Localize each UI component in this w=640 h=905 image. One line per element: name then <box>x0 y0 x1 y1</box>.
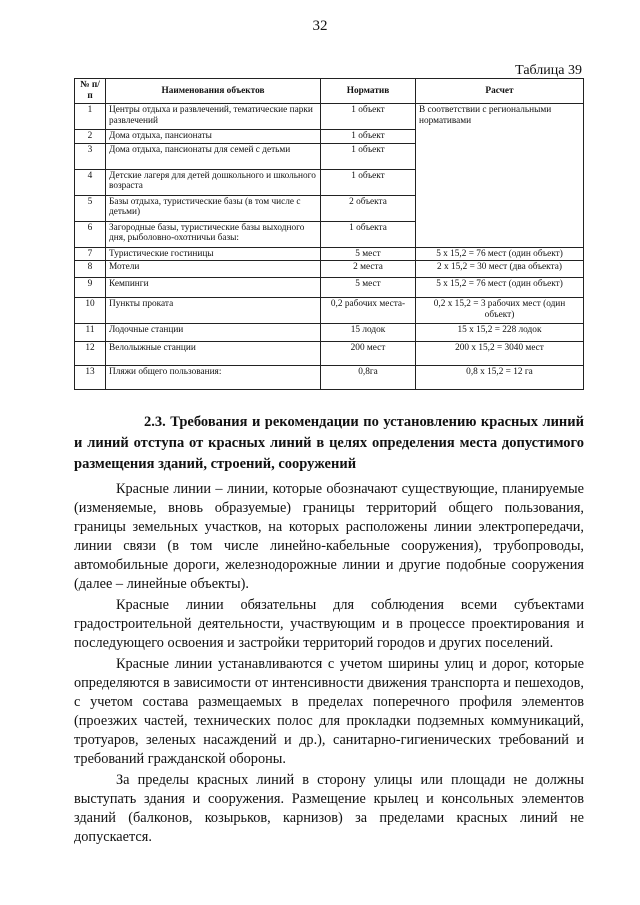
table-row <box>75 247 584 261</box>
section-title <box>74 412 584 475</box>
row-num: 10 <box>75 298 106 324</box>
row-name: Велолыжные станции <box>106 342 321 366</box>
row-num: 6 <box>75 221 106 247</box>
row-name: Центры отдыха и развлечений, тематические парки развлечений <box>106 104 321 130</box>
table-row <box>75 104 584 130</box>
header-calc: Расчет <box>416 79 584 104</box>
row-calc: 200 х 15,2 = 3040 мест <box>416 342 584 366</box>
header-name: Наименования объектов <box>106 79 321 104</box>
norms-table <box>74 78 584 390</box>
row-num: 12 <box>75 342 106 366</box>
row-num: 1 <box>75 104 106 130</box>
section-body <box>74 480 584 849</box>
table-row <box>75 366 584 390</box>
row-num: 7 <box>75 247 106 261</box>
table-row <box>75 342 584 366</box>
row-name: Кемпинги <box>106 278 321 298</box>
row-num: 8 <box>75 261 106 278</box>
row-num: 5 <box>75 195 106 221</box>
paragraph: Красные линии устанавливаются с учетом ширины улиц и дорог, которые определяются в зависимости от интенсивности движения транспорта и пешеходов, с учетом состава размещаемых в пределах поперечного профиля элементов (проезжих частей, технических полос для прокладки подземных коммуникаций, тротуаров, зеленых насаждений и др.), санитарно-гигиенических требований и требований гражданской обороны. <box>74 656 584 767</box>
row-name: Пляжи общего пользования: <box>106 366 321 390</box>
row-num: 2 <box>75 130 106 144</box>
row-name: Загородные базы, туристические базы выходного дня, рыболовно-охотничьи базы: <box>106 221 321 247</box>
row-norm: 15 лодок <box>321 324 416 342</box>
merged-calc-cell: В соответствии с региональными нормативами <box>416 104 584 248</box>
table-row <box>75 278 584 298</box>
row-num: 3 <box>75 143 106 169</box>
row-norm: 0,2 рабочих места- <box>321 298 416 324</box>
table-header-row <box>75 79 584 104</box>
row-norm: 1 объект <box>321 143 416 169</box>
row-norm: 1 объекта <box>321 221 416 247</box>
row-calc: 15 х 15,2 = 228 лодок <box>416 324 584 342</box>
row-norm: 200 мест <box>321 342 416 366</box>
table-row <box>75 324 584 342</box>
row-calc: 5 х 15,2 = 76 мест (один объект) <box>416 278 584 298</box>
row-norm: 1 объект <box>321 104 416 130</box>
row-calc: 0,8 х 15,2 = 12 га <box>416 366 584 390</box>
row-norm: 0,8га <box>321 366 416 390</box>
row-name: Базы отдыха, туристические базы (в том числе с детьми) <box>106 195 321 221</box>
row-name: Дома отдыха, пансионаты <box>106 130 321 144</box>
row-name: Дома отдыха, пансионаты для семей с детьми <box>106 143 321 169</box>
row-calc: 2 х 15,2 = 30 мест (два объекта) <box>416 261 584 278</box>
row-calc: 5 х 15,2 = 76 мест (один объект) <box>416 247 584 261</box>
row-name: Пункты проката <box>106 298 321 324</box>
header-num: № п/п <box>75 79 106 104</box>
row-norm: 1 объект <box>321 130 416 144</box>
paragraph: За пределы красных линий в сторону улицы или площади не должны выступать здания и сооружения. Размещение крылец и консольных элементов зданий (балконов, козырьков, карнизов) за пределами красных линий не допускается. <box>74 772 584 845</box>
paragraph: Красные линии обязательны для соблюдения всеми субъектами градостроительной деятельности, участвующим и в процессе проектирования и последующего освоения и застройки территорий городов и других поселений. <box>74 597 584 651</box>
row-num: 13 <box>75 366 106 390</box>
row-norm: 2 объекта <box>321 195 416 221</box>
table-row <box>75 261 584 278</box>
row-num: 9 <box>75 278 106 298</box>
row-norm: 5 мест <box>321 278 416 298</box>
table-row <box>75 298 584 324</box>
section-title-text: 2.3. Требования и рекомендации по установлению красных линий и линий отступа от красных линий в целях определения места допустимого размещения зданий, строений, сооружений <box>74 414 584 472</box>
row-norm: 5 мест <box>321 247 416 261</box>
header-norm: Норматив <box>321 79 416 104</box>
row-name: Мотели <box>106 261 321 278</box>
page-number: 32 <box>312 18 328 34</box>
row-norm: 1 объект <box>321 169 416 195</box>
row-calc: 0,2 х 15,2 = 3 рабочих мест (один объект) <box>416 298 584 324</box>
row-name: Детские лагеря для детей дошкольного и школьного возраста <box>106 169 321 195</box>
row-name: Лодочные станции <box>106 324 321 342</box>
table-title: Таблица 39 <box>515 63 582 78</box>
row-norm: 2 места <box>321 261 416 278</box>
paragraph: Красные линии – линии, которые обозначают существующие, планируемые (изменяемые, вновь образуемые) границы территорий общего пользования, границы земельных участков, на которых расположены линии электропередачи, линии связи (в том числе линейно-кабельные сооружения), трубопроводы, автомобильные дороги, железнодорожные линии и другие подобные сооружения (далее – линейные объекты). <box>74 481 584 592</box>
row-name: Туристические гостиницы <box>106 247 321 261</box>
row-num: 4 <box>75 169 106 195</box>
row-num: 11 <box>75 324 106 342</box>
